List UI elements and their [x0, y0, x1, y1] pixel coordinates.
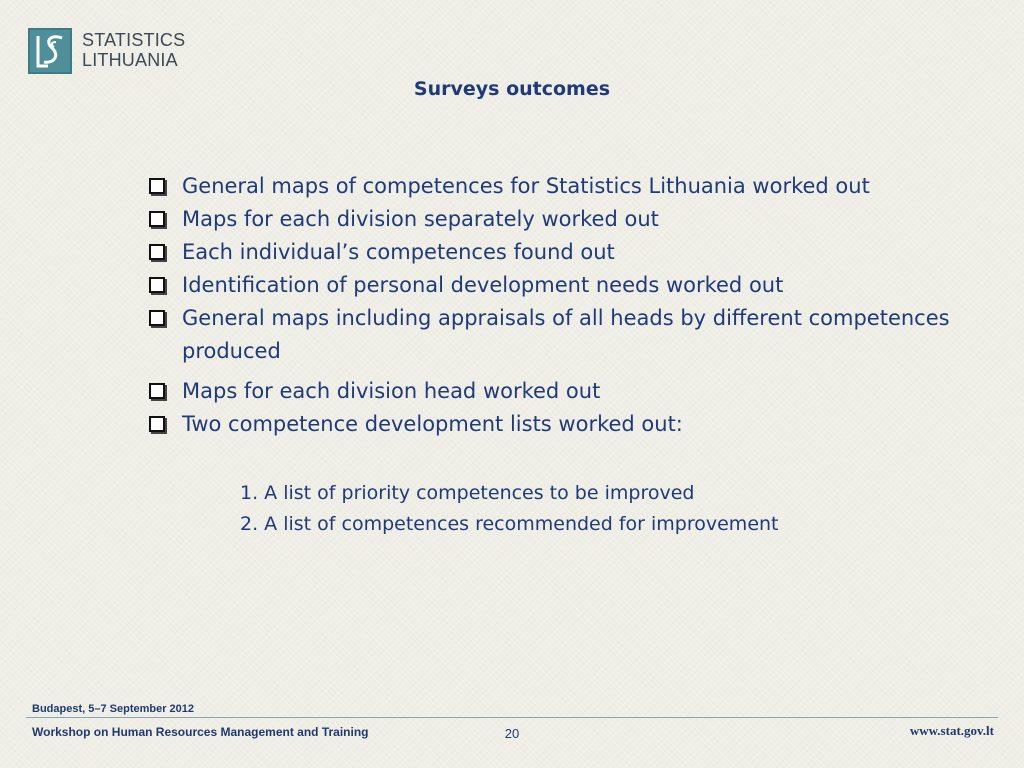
- list-item-text: General maps of competences for Statistics Lithuania worked out: [182, 174, 870, 198]
- slide-title: Surveys outcomes: [413, 78, 611, 100]
- logo-mark-icon: [28, 28, 72, 74]
- list-item-text: Maps for each division separately worked out: [182, 207, 659, 231]
- footer-website-link[interactable]: www.stat.gov.lt: [909, 723, 994, 738]
- list-item-text: General maps including appraisals of all heads by different competences produced: [182, 306, 950, 363]
- list-item: [146, 236, 966, 269]
- list-item: [146, 170, 966, 203]
- list-item-text: Each individual’s competences found out: [182, 240, 615, 264]
- checkbox-bullet-icon: [149, 310, 165, 326]
- sublist-item: 1. A list of priority competences to be improved: [240, 482, 695, 504]
- list-item: [146, 375, 966, 408]
- logo-wordmark: [82, 30, 185, 70]
- statistics-lithuania-logo: [28, 28, 198, 78]
- development-lists: [240, 478, 779, 540]
- logo-line-2: LITHUANIA: [82, 50, 178, 70]
- page-number: 20: [504, 726, 520, 741]
- footer-divider: [26, 717, 998, 718]
- checkbox-bullet-icon: [149, 277, 165, 293]
- list-item: [146, 408, 966, 441]
- checkbox-bullet-icon: [149, 211, 165, 227]
- list-item: [146, 269, 966, 302]
- checkbox-bullet-icon: [149, 383, 165, 399]
- list-item-text: Maps for each division head worked out: [182, 379, 601, 403]
- list-item-text: Identification of personal development needs worked out: [182, 273, 784, 297]
- footer-date: Budapest, 5–7 September 2012: [32, 703, 195, 715]
- list-item-text: Two competence development lists worked out:: [182, 412, 683, 436]
- checkbox-bullet-icon: [149, 178, 165, 194]
- logo-line-1: STATISTICS: [82, 30, 186, 50]
- checkbox-bullet-icon: [149, 244, 165, 260]
- outcomes-list: [146, 170, 966, 441]
- list-item: [146, 203, 966, 236]
- sublist-item: 2. A list of competences recommended for improvement: [240, 513, 779, 535]
- footer-workshop-title: Workshop on Human Resources Management and Training: [32, 725, 369, 739]
- list-item: [146, 302, 966, 368]
- checkbox-bullet-icon: [149, 416, 165, 432]
